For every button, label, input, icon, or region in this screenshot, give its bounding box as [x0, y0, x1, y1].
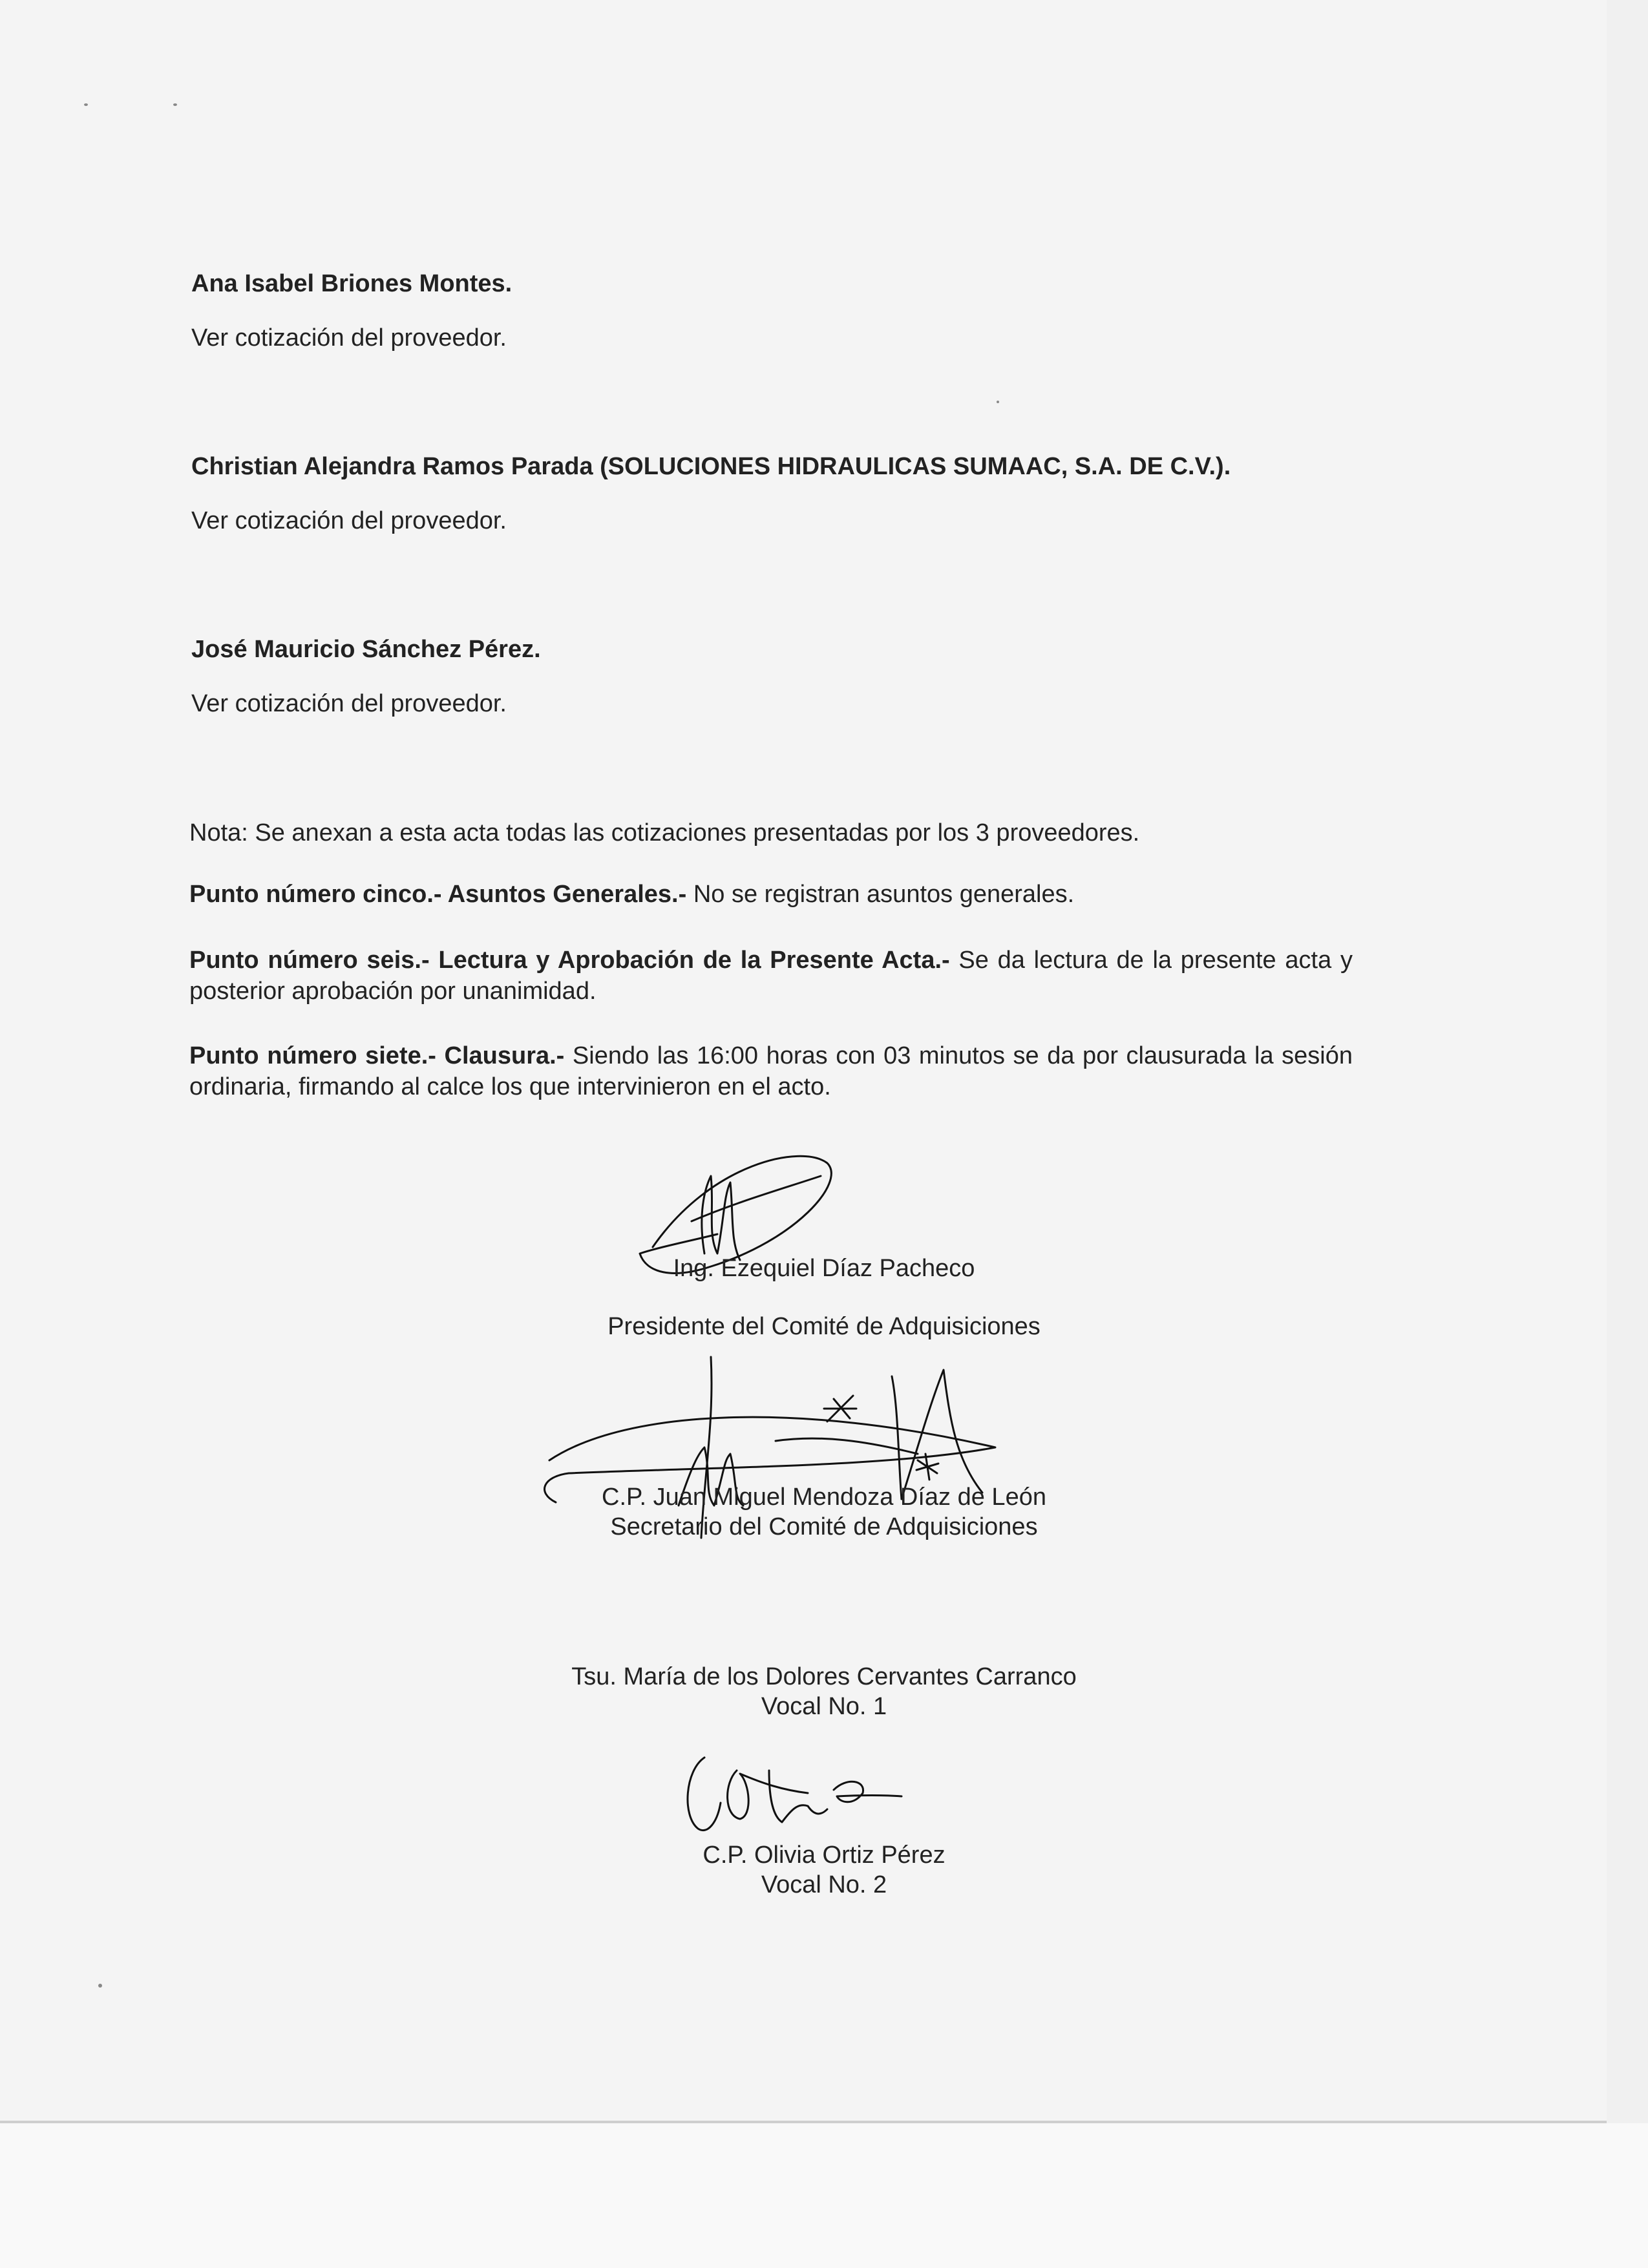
signatory-role: Secretario del Comité de Adquisiciones: [610, 1513, 1038, 1540]
scan-speck: [84, 103, 88, 106]
provider-note: Ver cotización del proveedor.: [191, 324, 507, 352]
punto-label: Punto número cinco.- Asuntos Generales.-: [189, 881, 687, 908]
punto-label: Punto número seis.- Lectura y Aprobación de la Presente Acta.-: [189, 947, 950, 974]
provider-entry: [191, 633, 1355, 720]
punto-text: Siendo las 16:00 horas con 03 minutos se da por clausurada la sesión ordinaria, firmando al calce los que intervinieron en el acto.: [189, 1042, 1353, 1100]
provider-name: José Mauricio Sánchez Pérez.: [191, 636, 541, 663]
signatory-name: C.P. Juan Miguel Mendoza Díaz de León: [602, 1484, 1046, 1511]
punto-text: Se da lectura de la presente acta y posterior aprobación por unanimidad.: [189, 947, 1353, 1005]
signatory-role: Vocal No. 2: [761, 1871, 887, 1898]
signatory-name: Tsu. María de los Dolores Cervantes Carranco: [571, 1663, 1077, 1690]
scan-margin-right: [1607, 0, 1648, 2123]
signatory-role: Vocal No. 1: [761, 1693, 887, 1720]
provider-entry: [191, 450, 1355, 537]
scan-speck: [997, 401, 999, 403]
scan-margin-bottom: [0, 2123, 1648, 2268]
scan-speck: [98, 1984, 102, 1988]
signature-vocal-2: [679, 1745, 905, 1848]
punto-siete: [189, 1040, 1353, 1102]
nota-paragraph: Nota: Se anexan a esta acta todas las cotizaciones presentadas por los 3 proveedores.: [189, 819, 1140, 846]
signatory-name: C.P. Olivia Ortiz Pérez: [703, 1842, 945, 1869]
provider-entry: [191, 268, 1355, 354]
signatory-name: Ing. Ezequiel Díaz Pacheco: [673, 1255, 975, 1282]
punto-cinco: [189, 879, 1353, 910]
signatory-block: [0, 1662, 1648, 1721]
provider-name: Ana Isabel Briones Montes.: [191, 270, 512, 297]
punto-seis: [189, 945, 1353, 1007]
signatory-block: [0, 1482, 1648, 1542]
punto-label: Punto número siete.- Clausura.-: [189, 1042, 565, 1069]
punto-text: No se registran asuntos generales.: [686, 881, 1075, 908]
provider-note: Ver cotización del proveedor.: [191, 507, 507, 534]
signatory-block: [0, 1840, 1648, 1900]
scan-speck: [173, 103, 177, 106]
provider-name: Christian Alejandra Ramos Parada (SOLUCIONES HIDRAULICAS SUMAAC, S.A. DE C.V.).: [191, 453, 1231, 480]
signatory-block: [0, 1254, 1648, 1341]
provider-note: Ver cotización del proveedor.: [191, 690, 507, 717]
signatory-role: Presidente del Comité de Adquisiciones: [607, 1313, 1041, 1340]
